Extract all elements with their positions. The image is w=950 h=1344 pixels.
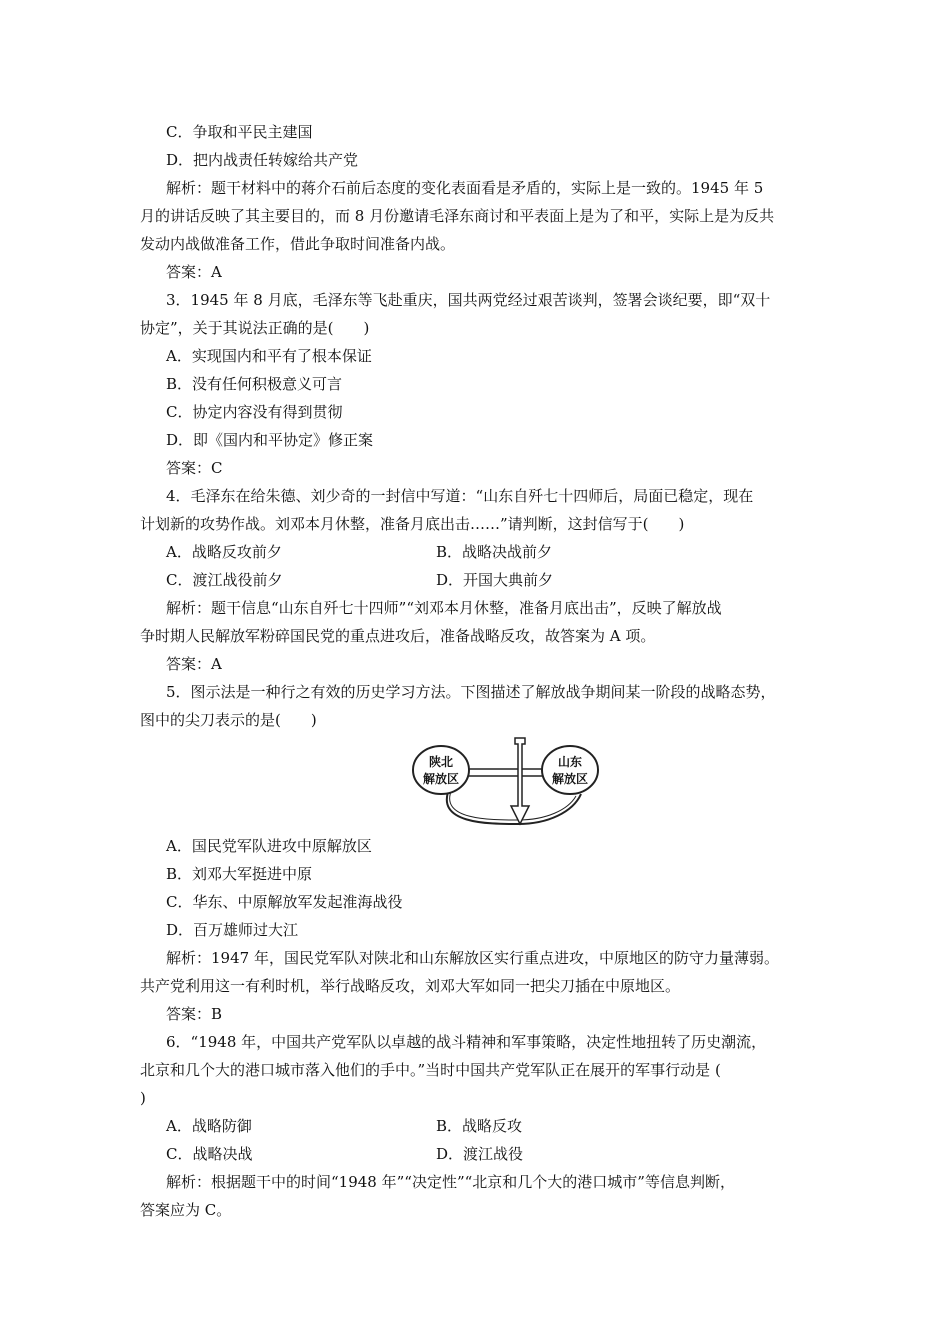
shaanbei-label-1: 陕北 bbox=[428, 755, 454, 769]
shandong-label-1: 山东 bbox=[557, 755, 583, 769]
shandong-region-circle bbox=[542, 746, 598, 794]
q4-answer: 答案：A bbox=[166, 655, 222, 673]
q3-option-a: A．实现国内和平有了根本保证 bbox=[166, 347, 372, 365]
q2-option-c: C．争取和平民主建国 bbox=[166, 123, 313, 141]
q3-option-c: C．协定内容没有得到贯彻 bbox=[166, 403, 343, 421]
q6-stem-line-2: 北京和几个大的港口城市落入他们的手中。”当时中国共产党军队正在展开的军事行动是 ( bbox=[140, 1061, 721, 1079]
q4-stem-line-2: 计划新的攻势作战。刘邓本月休整，准备月底出击……”请判断，这封信写于( ) bbox=[140, 515, 685, 533]
shandong-label-2: 解放区 bbox=[551, 772, 589, 786]
q6-option-b: B．战略反攻 bbox=[436, 1117, 523, 1135]
q5-option-c: C．华东、中原解放军发起淮海战役 bbox=[166, 893, 403, 911]
q5-analysis-line-2: 共产党利用这一有利时机，举行战略反攻，刘邓大军如同一把尖刀插在中原地区。 bbox=[140, 977, 681, 995]
q2-analysis-line-1: 解析：题干材料中的蒋介石前后态度的变化表面看是矛盾的，实际上是一致的。1945 年 5 bbox=[166, 179, 764, 197]
q6-option-a: A．战略防御 bbox=[166, 1117, 252, 1135]
q4-analysis-line-1: 解析：题干信息“山东自歼七十四师”“刘邓本月休整，准备月底出击”，反映了解放战 bbox=[166, 599, 722, 617]
q3-answer: 答案：C bbox=[166, 459, 223, 477]
q6-option-c: C．战略决战 bbox=[166, 1145, 253, 1163]
q4-stem-line-1: 4．毛泽东在给朱德、刘少奇的一封信中写道：“山东自歼七十四师后，局面已稳定，现在 bbox=[166, 487, 754, 505]
q6-stem-line-3: ) bbox=[140, 1089, 146, 1107]
q2-analysis-line-2: 月的讲话反映了其主要目的，而 8 月份邀请毛泽东商讨和平表面上是为了和平，实际上是为反共 bbox=[140, 207, 775, 225]
q3-option-b: B．没有任何积极意义可言 bbox=[166, 375, 343, 393]
q5-stem-line-1: 5．图示法是一种行之有效的历史学习方法。下图描述了解放战争期间某一阶段的战略态势， bbox=[166, 683, 776, 701]
shaanbei-region-circle bbox=[413, 746, 469, 794]
q4-option-a: A．战略反攻前夕 bbox=[166, 543, 282, 561]
q5-analysis-line-1: 解析：1947 年，国民党军队对陕北和山东解放区实行重点进攻，中原地区的防守力量薄弱。 bbox=[166, 949, 779, 967]
shaanbei-label-2: 解放区 bbox=[422, 772, 460, 786]
q5-strategic-diagram bbox=[408, 734, 608, 844]
q5-option-d: D．百万雄师过大江 bbox=[166, 921, 299, 939]
q2-option-d: D．把内战责任转嫁给共产党 bbox=[166, 151, 359, 169]
q6-stem-line-1: 6．“1948 年，中国共产党军队以卓越的战斗精神和军事策略，决定性地扭转了历史潮流， bbox=[166, 1033, 767, 1051]
q5-option-a: A．国民党军队进攻中原解放区 bbox=[166, 837, 372, 855]
q6-analysis-line-2: 答案应为 C。 bbox=[140, 1201, 232, 1219]
q4-option-b: B．战略决战前夕 bbox=[436, 543, 553, 561]
q6-option-d: D．渡江战役 bbox=[436, 1145, 524, 1163]
knife-arrow-icon bbox=[511, 738, 529, 824]
q5-answer: 答案：B bbox=[166, 1005, 223, 1023]
q5-option-b: B．刘邓大军挺进中原 bbox=[166, 865, 313, 883]
q2-answer: 答案：A bbox=[166, 263, 222, 281]
q5-stem-line-2: 图中的尖刀表示的是( ) bbox=[140, 711, 317, 729]
q6-analysis-line-1: 解析：根据题干中的时间“1948 年”“决定性”“北京和几个大的港口城市”等信息判断， bbox=[166, 1173, 735, 1191]
q3-stem-line-1: 3．1945 年 8 月底，毛泽东等飞赴重庆，国共两党经过艰苦谈判，签署会谈纪要，即“双十 bbox=[166, 291, 771, 309]
q3-option-d: D．即《国内和平协定》修正案 bbox=[166, 431, 374, 449]
q4-option-d: D．开国大典前夕 bbox=[436, 571, 554, 589]
q4-analysis-line-2: 争时期人民解放军粉碎国民党的重点进攻后，准备战略反攻，故答案为 A 项。 bbox=[140, 627, 656, 645]
q3-stem-line-2: 协定”，关于其说法正确的是( ) bbox=[140, 319, 370, 337]
q4-option-c: C．渡江战役前夕 bbox=[166, 571, 283, 589]
q2-analysis-line-3: 发动内战做准备工作，借此争取时间准备内战。 bbox=[140, 235, 456, 253]
